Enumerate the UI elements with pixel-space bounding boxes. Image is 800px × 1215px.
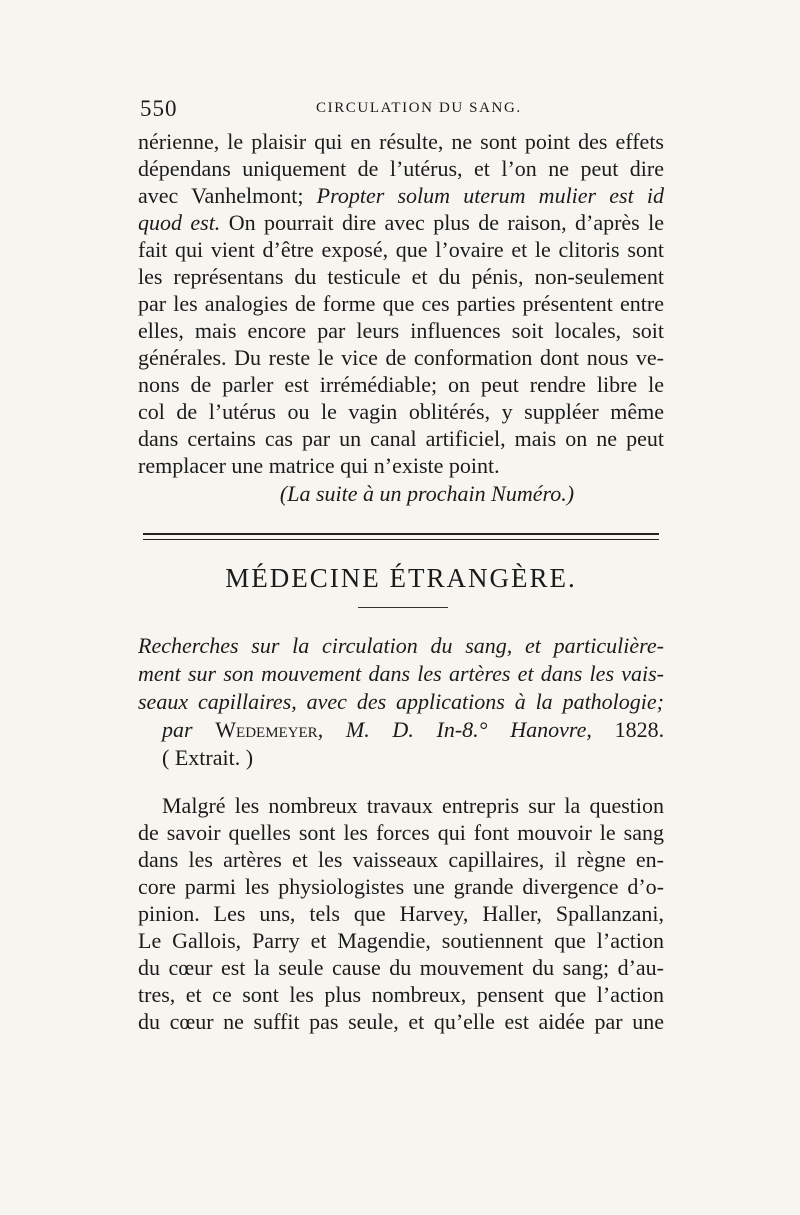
publication-place: Hanovre, (510, 717, 592, 742)
text-line: générales. Du reste le vice de conformation dont nous ve- (138, 345, 664, 370)
body-line: tres, et ce sont les plus nombreux, pensent que l’action (138, 982, 664, 1007)
body-line: core parmi les physiologistes une grande divergence d’o- (138, 874, 664, 899)
section-rule-thin (143, 539, 659, 540)
text-line: par les analogies de forme que ces parties présentent entre (138, 291, 664, 316)
article-byline (162, 716, 664, 743)
text-line: les représentans du testicule et du pénis, non-seulement (138, 264, 664, 289)
text-line: fait qui vient d’être exposé, que l’ovaire et le clitoris sont (138, 237, 664, 262)
book-format: In-8.° (436, 717, 488, 742)
extract-note: ( Extrait. ) (162, 745, 254, 770)
page-number: 550 (140, 96, 178, 121)
text-line (138, 182, 664, 209)
running-head: CIRCULATION DU SANG. (316, 100, 522, 116)
text-line: nérienne, le plaisir qui en résulte, ne sont point des effets (138, 129, 664, 154)
to-be-continued: (La suite à un prochain Numéro.) (279, 481, 575, 506)
article-title-line: seaux capillaires, avec des applications à la pathologie; (138, 689, 664, 714)
text-line: elles, mais encore par leurs influences soit locales, soit (138, 318, 664, 343)
article-title-line: ment sur son mouvement dans les artères et dans les vais- (138, 661, 664, 686)
text-line (138, 209, 664, 236)
body-line: de savoir quelles sont les forces qui font mouvoir le sang (138, 820, 664, 845)
article-title-line: Recherches sur la circulation du sang, et particulière- (138, 633, 664, 658)
section-title: MÉDECINE ÉTRANGÈRE. (225, 563, 577, 593)
body-line: du cœur ne suffit pas seule, et qu’elle est aidée par une (138, 1009, 664, 1034)
text-fragment: On pourrait dire avec plus de raison, d’après le (228, 210, 664, 235)
body-line: Le Gallois, Parry et Magendie, soutiennent que l’action (138, 928, 664, 953)
section-rule-thick (143, 533, 659, 535)
text-line: col de l’utérus ou le vagin oblitérés, y suppléer même (138, 399, 664, 424)
body-line: du cœur est la seule cause du mouvement du sang; d’au- (138, 955, 664, 980)
text-line: dépendans uniquement de l’utérus, et l’on ne peut dire (138, 156, 664, 181)
body-line: Malgré les nombreux travaux entrepris sur la question (162, 793, 664, 818)
latin-quote: Propter solum uterum mulier est id (316, 183, 665, 208)
body-line: dans les artères et les vaisseaux capillaires, il règne en- (138, 847, 664, 872)
author-name: Wedemeyer, (215, 717, 324, 742)
latin-quote-end: quod est. (138, 210, 221, 235)
byline-par: par (162, 717, 193, 742)
body-line: pinion. Les uns, tels que Harvey, Haller, Spallanzani, (138, 901, 664, 926)
publication-year: 1828. (614, 717, 665, 742)
text-line: remplacer une matrice qui n’existe point. (138, 453, 500, 478)
text-line: nons de parler est irrémédiable; on peut rendre libre le (138, 372, 664, 397)
text-fragment: avec Vanhelmont; (138, 183, 304, 208)
short-divider (358, 607, 448, 608)
author-degree: M. D. (345, 717, 414, 742)
text-line: dans certains cas par un canal artificiel, mais on ne peut (138, 426, 664, 451)
page-header (140, 96, 660, 126)
